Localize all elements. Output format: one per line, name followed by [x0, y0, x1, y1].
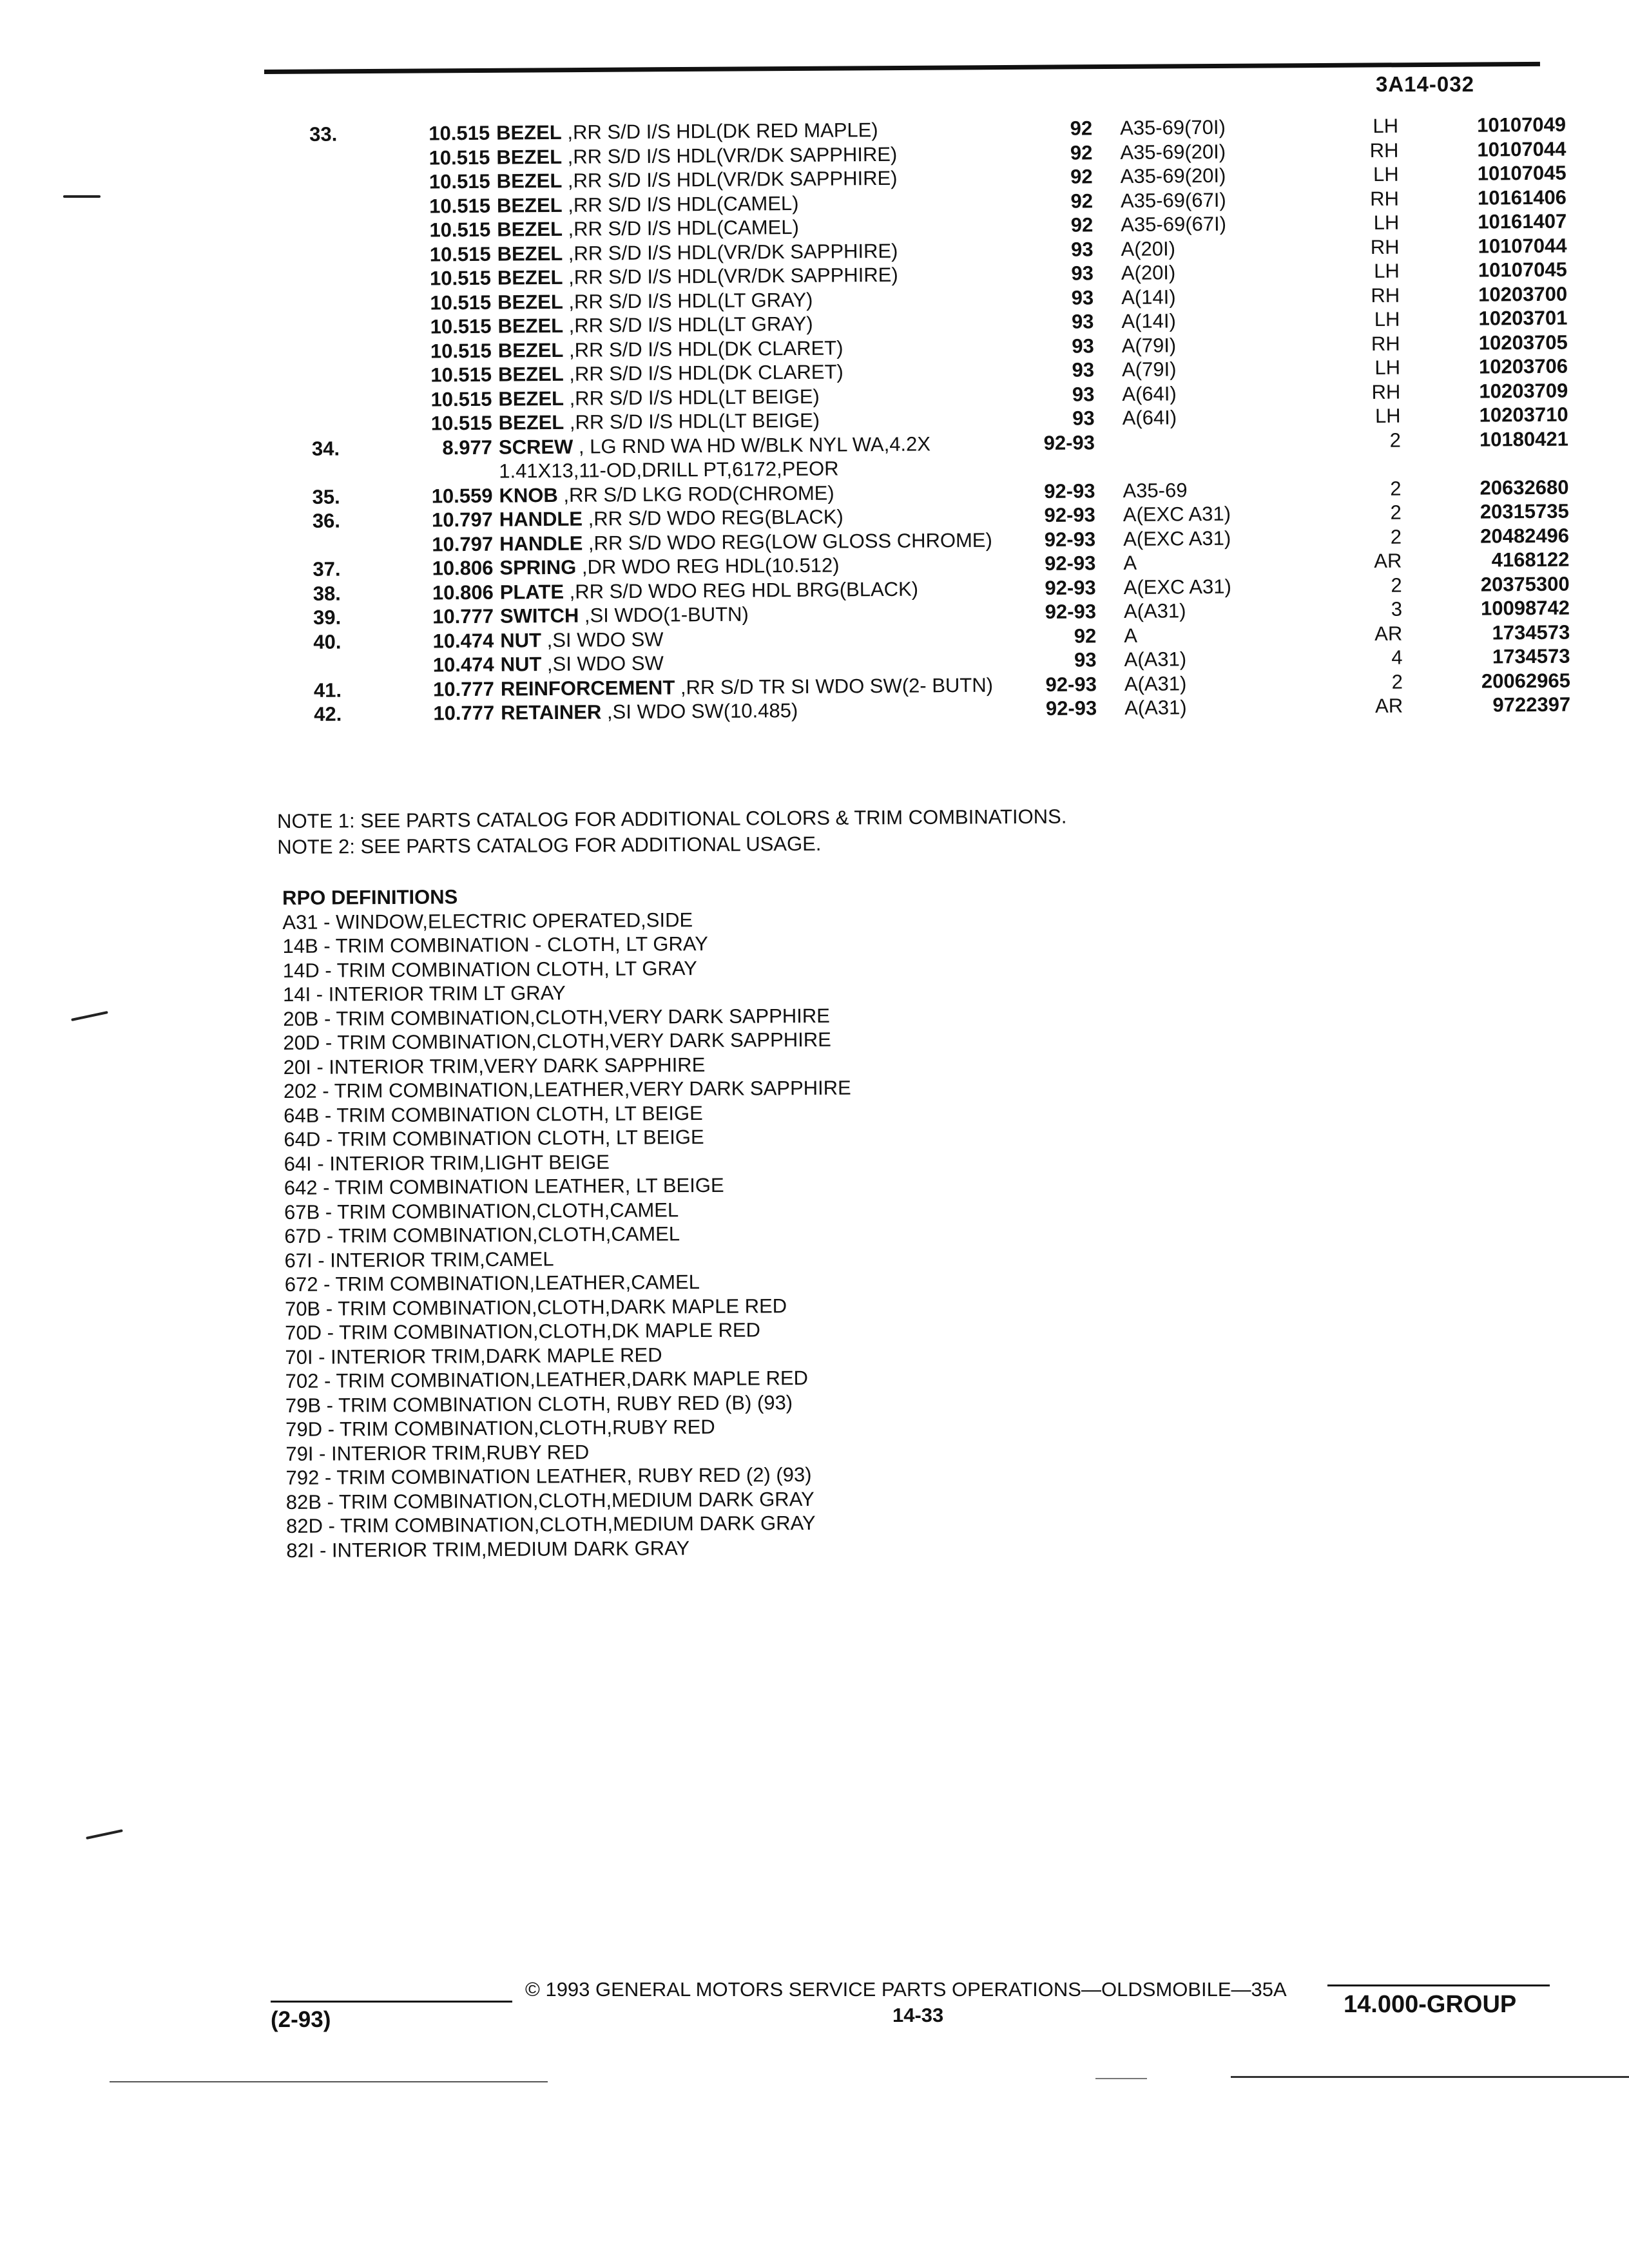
- quantity: 2: [1390, 501, 1402, 524]
- quantity: LH: [1374, 356, 1401, 379]
- quantity: LH: [1374, 307, 1400, 331]
- quantity: 2: [1390, 525, 1402, 548]
- rpo-definition: 14B - TRIM COMBINATION - CLOTH, LT GRAY: [282, 932, 708, 957]
- quantity: RH: [1370, 187, 1400, 210]
- part-number: 20062965: [1481, 669, 1570, 693]
- part-detail: ,DR WDO REG HDL(10.512): [576, 553, 840, 579]
- rpo-definition: 82B - TRIM COMBINATION,CLOTH,MEDIUM DARK GRAY: [285, 1487, 815, 1514]
- part-detail: ,RR S/D TR SI WDO SW(2- BUTN): [675, 673, 994, 698]
- rpo-usage: A(20I): [1121, 236, 1176, 260]
- part-number: 10098742: [1480, 596, 1570, 620]
- rpo-definitions-section: [282, 883, 854, 1562]
- model-year: 92-93: [1044, 552, 1096, 575]
- part-number: 10203710: [1479, 403, 1568, 427]
- model-year: 92-93: [1044, 503, 1095, 526]
- model-year: 92: [1070, 165, 1093, 188]
- illustration-number: 10.806: [432, 556, 494, 580]
- rpo-definition: 20B - TRIM COMBINATION,CLOTH,VERY DARK SAPPHIRE: [283, 1004, 831, 1030]
- illustration-number: 10.777: [432, 677, 495, 700]
- illustration-number: 10.515: [429, 121, 490, 145]
- part-number: 10161406: [1477, 186, 1567, 209]
- rpo-usage: A(A31): [1123, 599, 1186, 623]
- rpo-list: [282, 907, 854, 1562]
- rpo-definition: 79B - TRIM COMBINATION CLOTH, RUBY RED (B) (93): [285, 1390, 793, 1417]
- part-detail: ,RR S/D I/S HDL(CAMEL): [562, 191, 799, 216]
- part-number: 10107044: [1478, 234, 1567, 258]
- model-year: 92-93: [1044, 479, 1095, 503]
- rpo-definition: 82I - INTERIOR TRIM,MEDIUM DARK GRAY: [286, 1536, 690, 1562]
- model-year: 92-93: [1044, 527, 1096, 551]
- part-number: 10203705: [1478, 331, 1568, 354]
- quantity: LH: [1373, 114, 1399, 137]
- item-number: 40.: [313, 630, 342, 653]
- item-number: [310, 170, 355, 171]
- rpo-definition: 14D - TRIM COMBINATION CLOTH, LT GRAY: [282, 956, 697, 982]
- illustration-number: 10.515: [430, 363, 492, 387]
- quantity: 4: [1391, 646, 1403, 669]
- illustration-number: 10.515: [430, 387, 492, 410]
- model-year: 92-93: [1043, 430, 1095, 454]
- illustration-number: 10.515: [429, 266, 492, 290]
- item-number: [313, 653, 358, 654]
- quantity: LH: [1374, 404, 1401, 427]
- part-name: SCREW: [498, 435, 574, 459]
- quantity: AR: [1374, 694, 1403, 717]
- part-number: 20375300: [1480, 572, 1570, 596]
- rpo-definition: 702 - TRIM COMBINATION,LEATHER,DARK MAPLE RED: [285, 1367, 809, 1392]
- rpo-usage: A(EXC A31): [1123, 502, 1231, 526]
- quantity: AR: [1374, 622, 1403, 645]
- part-name: BEZEL: [497, 362, 564, 386]
- quantity: RH: [1369, 139, 1399, 162]
- part-detail: ,RR S/D WDO REG(BLACK): [582, 505, 843, 530]
- quantity: RH: [1371, 380, 1401, 403]
- item-number: [310, 218, 355, 219]
- rpo-usage: A(A31): [1124, 696, 1187, 720]
- footer-group: 14.000-GROUP: [1344, 1991, 1517, 2018]
- illustration-number: 10.515: [430, 339, 492, 362]
- rpo-definition: 67I - INTERIOR TRIM,CAMEL: [284, 1247, 554, 1272]
- part-number: 10107049: [1477, 113, 1566, 137]
- rpo-usage: A(EXC A31): [1123, 575, 1231, 599]
- part-number: 10203706: [1478, 354, 1568, 378]
- note-line: NOTE 1: SEE PARTS CATALOG FOR ADDITIONAL COLORS & TRIM COMBINATIONS.: [277, 805, 1067, 832]
- part-detail: ,RR S/D I/S HDL(DK CLARET): [563, 360, 843, 385]
- rpo-definition: 70I - INTERIOR TRIM,DARK MAPLE RED: [285, 1343, 662, 1369]
- illustration-number: 10.474: [432, 629, 494, 652]
- header-rule: [264, 62, 1540, 74]
- rpo-usage: A(20I): [1121, 261, 1176, 285]
- part-number: 4168122: [1491, 548, 1570, 572]
- rpo-definition: 792 - TRIM COMBINATION LEATHER, RUBY RED (2) (93): [285, 1463, 812, 1489]
- part-detail: ,RR S/D I/S HDL(CAMEL): [562, 215, 799, 240]
- bottom-rule: [110, 2081, 548, 2082]
- illustration-number: 10.806: [432, 581, 494, 604]
- model-year: 93: [1074, 648, 1097, 671]
- part-detail: ,RR S/D I/S HDL(DK CLARET): [563, 336, 843, 361]
- part-detail: ,RR S/D I/S HDL(VR/DK SAPPHIRE): [563, 263, 898, 289]
- part-name: BEZEL: [496, 193, 563, 217]
- illustration-number: 10.515: [430, 291, 492, 314]
- quantity: LH: [1373, 211, 1400, 234]
- model-year: 93: [1072, 382, 1095, 406]
- part-name: REINFORCEMENT: [500, 675, 675, 700]
- part-detail: ,RR S/D I/S HDL(VR/DK SAPPHIRE): [561, 142, 898, 168]
- part-name: SPRING: [499, 555, 577, 579]
- part-name: HANDLE: [499, 507, 583, 531]
- part-description: [499, 431, 989, 483]
- part-detail: ,RR S/D I/S HDL(LT BEIGE): [563, 385, 820, 410]
- rpo-usage: A(14I): [1121, 309, 1177, 333]
- model-year: 92: [1070, 140, 1093, 164]
- part-detail: ,RR S/D WDO REG(LOW GLOSS CHROME): [583, 528, 992, 555]
- part-detail: ,RR S/D I/S HDL(LT BEIGE): [564, 408, 820, 434]
- item-number: 37.: [313, 557, 341, 581]
- part-number: 10203701: [1478, 306, 1568, 330]
- illustration-number: 10.474: [432, 653, 494, 677]
- part-name: KNOB: [499, 483, 558, 507]
- quantity: 2: [1391, 670, 1403, 693]
- illustration-number: 10.797: [432, 532, 494, 555]
- part-detail: ,SI WDO SW: [541, 651, 664, 676]
- illustration-number: 10.777: [433, 701, 495, 725]
- model-year: 92: [1070, 189, 1094, 213]
- item-number: 35.: [312, 485, 340, 508]
- illustration-number: 10.515: [429, 218, 491, 242]
- part-number: 10107045: [1477, 161, 1566, 185]
- model-year: 93: [1072, 334, 1094, 358]
- rpo-definition: 14I - INTERIOR TRIM LT GRAY: [282, 981, 566, 1006]
- rpo-usage: A35-69: [1123, 478, 1188, 502]
- quantity: RH: [1371, 284, 1400, 307]
- rpo-usage: A35-69(67I): [1121, 212, 1227, 236]
- note-line: NOTE 2: SEE PARTS CATALOG FOR ADDITIONAL USAGE.: [277, 832, 822, 858]
- rpo-usage: A(A31): [1124, 671, 1187, 695]
- illustration-number: 10.515: [429, 194, 491, 217]
- model-year: 93: [1071, 262, 1094, 285]
- part-detail: ,SI WDO(1-BUTN): [579, 602, 749, 627]
- rpo-definition: 70B - TRIM COMBINATION,CLOTH,DARK MAPLE RED: [284, 1294, 787, 1320]
- item-number: [311, 291, 356, 292]
- illustration-number: 10.797: [431, 508, 493, 532]
- part-number: 10107044: [1477, 137, 1566, 161]
- quantity: RH: [1370, 235, 1400, 258]
- rpo-definition: 642 - TRIM COMBINATION LEATHER, LT BEIGE: [284, 1173, 724, 1199]
- model-year: 93: [1071, 310, 1094, 333]
- part-detail: ,RR S/D I/S HDL(VR/DK SAPPHIRE): [562, 166, 898, 192]
- rpo-usage: A(14I): [1121, 285, 1176, 309]
- part-detail: ,RR S/D I/S HDL(DK RED MAPLE): [561, 118, 878, 144]
- model-year: 92-93: [1045, 600, 1097, 623]
- item-number: 39.: [313, 606, 342, 629]
- part-name: NUT: [500, 653, 542, 676]
- part-detail: ,SI WDO SW: [541, 628, 664, 651]
- model-year: 93: [1072, 407, 1095, 430]
- rpo-definition: 672 - TRIM COMBINATION,LEATHER,CAMEL: [284, 1271, 700, 1296]
- quantity: AR: [1374, 549, 1402, 572]
- quantity: 2: [1391, 573, 1402, 597]
- part-number: 9722397: [1492, 693, 1571, 716]
- quantity: LH: [1373, 162, 1399, 186]
- item-number: [309, 146, 354, 147]
- part-number: 20482496: [1480, 524, 1570, 548]
- item-number: [311, 388, 356, 389]
- rpo-definition: 79D - TRIM COMBINATION,CLOTH,RUBY RED: [285, 1415, 715, 1441]
- illustration-number: 10.515: [429, 146, 490, 169]
- rpo-definition: 70D - TRIM COMBINATION,CLOTH,DK MAPLE RED: [285, 1318, 761, 1344]
- rpo-usage: A(A31): [1124, 648, 1187, 671]
- rpo-usage: A35-69(20I): [1120, 164, 1226, 188]
- item-number: [310, 243, 355, 244]
- quantity: RH: [1371, 332, 1400, 355]
- rpo-definition: 79I - INTERIOR TRIM,RUBY RED: [285, 1440, 590, 1465]
- part-name: PLATE: [499, 580, 564, 604]
- part-detail: ,RR S/D I/S HDL(LT GRAY): [563, 312, 813, 337]
- model-year: 93: [1070, 237, 1094, 261]
- rpo-definition: 20D - TRIM COMBINATION,CLOTH,VERY DARK SAPPHIRE: [283, 1028, 831, 1054]
- rpo-usage: A(79I): [1121, 358, 1177, 381]
- item-number: 36.: [312, 509, 341, 532]
- footer-rule-right: [1327, 1984, 1550, 1986]
- quantity: 2: [1389, 428, 1402, 452]
- rpo-usage: A(64I): [1122, 381, 1177, 405]
- footer-date: (2-93): [271, 2007, 331, 2032]
- bottom-rule: [1231, 2076, 1629, 2078]
- model-year: 92: [1070, 213, 1094, 236]
- rpo-usage: A35-69(20I): [1120, 140, 1226, 164]
- part-detail: ,RR S/D I/S HDL(LT GRAY): [563, 288, 813, 313]
- rpo-definition: 64D - TRIM COMBINATION CLOTH, LT BEIGE: [284, 1126, 704, 1151]
- part-number: 10203709: [1479, 379, 1568, 403]
- rpo-usage: A(64I): [1122, 406, 1177, 430]
- parts-list: [303, 113, 1571, 727]
- rpo-definition: 64I - INTERIOR TRIM,LIGHT BEIGE: [284, 1150, 610, 1175]
- model-year: 92-93: [1045, 697, 1097, 720]
- quantity: 3: [1391, 597, 1403, 620]
- model-year: 93: [1071, 285, 1094, 309]
- part-number: 10203700: [1478, 282, 1568, 306]
- rpo-definition: 20I - INTERIOR TRIM,VERY DARK SAPPHIRE: [283, 1053, 706, 1079]
- bottom-rule: [1095, 2078, 1147, 2079]
- part-name: BEZEL: [497, 314, 564, 338]
- item-number: 34.: [311, 437, 340, 460]
- part-name: BEZEL: [497, 290, 563, 314]
- page-id: 3A14-032: [1376, 72, 1474, 96]
- part-name: BEZEL: [497, 217, 563, 241]
- model-year: 92-93: [1045, 672, 1097, 696]
- part-number: 1734573: [1492, 644, 1570, 668]
- illustration-number: 10.515: [429, 242, 491, 265]
- quantity: LH: [1374, 259, 1400, 282]
- part-name: BEZEL: [497, 242, 563, 265]
- footer-page-number: 14-33: [892, 2004, 944, 2026]
- rpo-usage: A(EXC A31): [1123, 526, 1231, 550]
- model-year: 92: [1070, 117, 1093, 140]
- item-number: [311, 363, 356, 364]
- part-name: NUT: [500, 628, 542, 652]
- illustration-number: 10.515: [430, 314, 492, 338]
- illustration-number: 10.515: [429, 169, 490, 193]
- rpo-title: RPO DEFINITIONS: [282, 885, 458, 909]
- rpo-usage: A35-69(70I): [1119, 115, 1226, 140]
- rpo-definition: 202 - TRIM COMBINATION,LEATHER,VERY DARK SAPPHIRE: [283, 1076, 851, 1102]
- part-detail: ,RR S/D I/S HDL(VR/DK SAPPHIRE): [563, 239, 898, 265]
- notes-section: [277, 804, 1067, 860]
- part-number: 10107045: [1478, 258, 1567, 282]
- part-name: BEZEL: [496, 145, 563, 169]
- rpo-usage: A35-69(67I): [1120, 188, 1226, 212]
- part-name: RETAINER: [501, 700, 602, 724]
- binder-hole-mark: [86, 1829, 123, 1840]
- part-number: 20632680: [1480, 476, 1569, 499]
- rpo-definition: 82D - TRIM COMBINATION,CLOTH,MEDIUM DARK GRAY: [285, 1511, 816, 1537]
- part-number: 10180421: [1479, 427, 1569, 451]
- illustration-number: 10.559: [431, 484, 493, 507]
- part-detail: ,RR S/D LKG ROD(CHROME): [557, 481, 834, 506]
- part-name: HANDLE: [499, 532, 583, 555]
- model-year: 93: [1072, 358, 1095, 381]
- item-number: 33.: [309, 122, 338, 146]
- footer-rule-left: [271, 2001, 512, 2003]
- part-number: 20315735: [1480, 499, 1569, 523]
- item-number: 38.: [313, 582, 341, 605]
- illustration-number: 10.515: [430, 411, 492, 435]
- part-name: BEZEL: [497, 265, 563, 289]
- rpo-definition: A31 - WINDOW,ELECTRIC OPERATED,SIDE: [282, 908, 693, 934]
- part-name: BEZEL: [497, 338, 564, 362]
- part-name: BEZEL: [496, 169, 563, 193]
- rpo-definition: 67D - TRIM COMBINATION,CLOTH,CAMEL: [284, 1222, 680, 1247]
- part-number: 10161407: [1478, 209, 1567, 233]
- model-year: 92-93: [1045, 575, 1096, 599]
- item-number: 41.: [313, 678, 342, 702]
- part-name: BEZEL: [496, 120, 562, 144]
- item-number: [311, 315, 356, 316]
- part-name: BEZEL: [498, 387, 564, 410]
- binder-hole-mark: [63, 195, 101, 198]
- illustration-number: 10.777: [432, 604, 494, 628]
- footer-copyright: © 1993 GENERAL MOTORS SERVICE PARTS OPERATIONS—OLDSMOBILE—35A: [525, 1978, 1287, 2001]
- rpo-usage: A: [1123, 551, 1137, 575]
- rpo-usage: A(79I): [1121, 333, 1177, 357]
- rpo-usage: A: [1124, 624, 1138, 647]
- model-year: 92: [1074, 624, 1097, 648]
- part-number: 1734573: [1492, 620, 1570, 644]
- part-name: BEZEL: [498, 410, 564, 434]
- binder-hole-mark: [71, 1011, 108, 1021]
- part-detail: ,SI WDO SW(10.485): [601, 698, 798, 724]
- rpo-definition: 67B - TRIM COMBINATION,CLOTH,CAMEL: [284, 1198, 679, 1224]
- part-name: SWITCH: [499, 604, 579, 628]
- quantity: 2: [1390, 477, 1402, 500]
- rpo-definition: 64B - TRIM COMBINATION CLOTH, LT BEIGE: [284, 1101, 703, 1127]
- item-number: 42.: [314, 702, 342, 726]
- part-detail: ,RR S/D WDO REG HDL BRG(BLACK): [563, 577, 919, 603]
- illustration-number: 8.977: [442, 436, 493, 459]
- part-detail: , LG RND WA HD W/BLK NYL WA,4.2X 1.41X13,11-OD,DRILL PT,6172,PEOR: [499, 432, 931, 483]
